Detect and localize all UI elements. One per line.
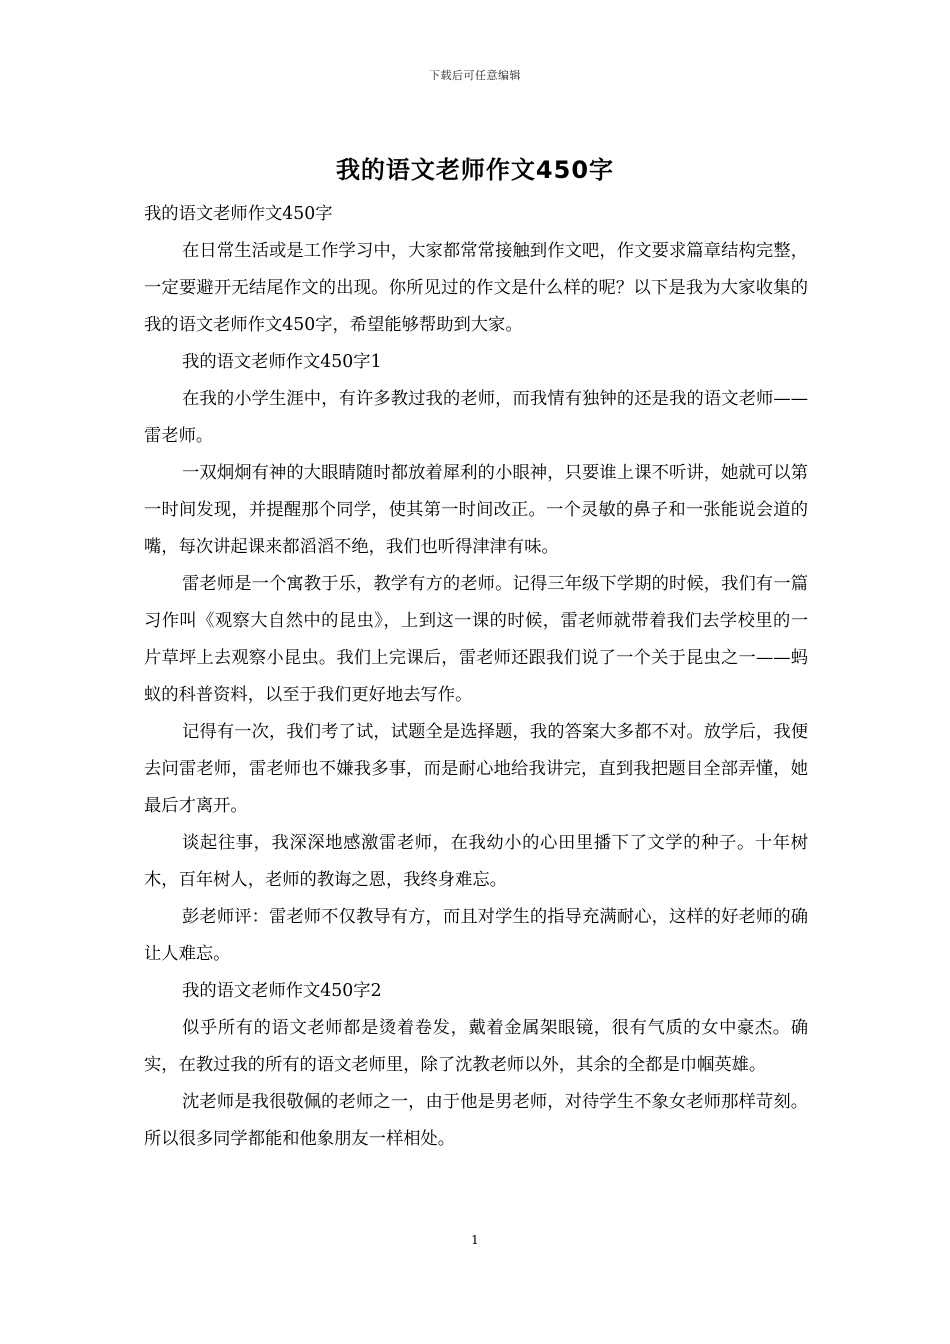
section-heading-1: 我的语文老师作文450字1 (182, 352, 382, 372)
subtitle-paragraph: 我的语文老师作文450字 (144, 204, 333, 224)
document-title: 我的语文老师作文450字 (335, 156, 615, 184)
header-note: 下载后可任意编辑 (429, 69, 521, 82)
section-heading-2: 我的语文老师作文450字2 (182, 981, 382, 1001)
body-paragraph: 在我的小学生涯中，有许多教过我的老师，而我情有独钟的还是我的语文老师——雷老师。 (144, 389, 808, 446)
body-paragraph: 谈起往事，我深深地感激雷老师，在我幼小的心田里播下了文学的种子。十年树木，百年树人，老师的教诲之恩，我终身难忘。 (144, 833, 808, 890)
teacher-comment-paragraph: 彭老师评：雷老师不仅教导有方，而且对学生的指导充满耐心，这样的好老师的确让人难忘。 (144, 907, 808, 964)
body-paragraph: 一双炯炯有神的大眼睛随时都放着犀利的小眼神，只要谁上课不听讲，她就可以第一时间发现，并提醒那个同学，使其第一时间改正。一个灵敏的鼻子和一张能说会道的嘴，每次讲起课来都滔滔不绝，我们也听得津津有味。 (144, 463, 808, 557)
document-body (144, 196, 808, 1158)
body-paragraph: 似乎所有的语文老师都是烫着卷发，戴着金属架眼镜，很有气质的女中豪杰。确实，在教过我的所有的语文老师里，除了沈教老师以外，其余的全都是巾帼英雄。 (144, 1018, 808, 1075)
body-paragraph: 沈老师是我很敬佩的老师之一，由于他是男老师，对待学生不象女老师那样苛刻。所以很多同学都能和他象朋友一样相处。 (144, 1092, 808, 1149)
body-paragraph: 雷老师是一个寓教于乐，教学有方的老师。记得三年级下学期的时候，我们有一篇习作叫《观察大自然中的昆虫》，上到这一课的时候，雷老师就带着我们去学校里的一片草坪上去观察小昆虫。我们上完课后，雷老师还跟我们说了一个关于昆虫之一——蚂蚁的科普资料，以至于我们更好地去写作。 (144, 574, 808, 705)
intro-paragraph: 在日常生活或是工作学习中，大家都常常接触到作文吧，作文要求篇章结构完整，一定要避开无结尾作文的出现。你所见过的作文是什么样的呢？以下是我为大家收集的我的语文老师作文450字，希望能够帮助到大家。 (144, 241, 808, 335)
page-number: 1 (471, 1233, 479, 1247)
body-paragraph: 记得有一次，我们考了试，试题全是选择题，我的答案大多都不对。放学后，我便去问雷老师，雷老师也不嫌我多事，而是耐心地给我讲完，直到我把题目全部弄懂，她最后才离开。 (144, 722, 808, 816)
